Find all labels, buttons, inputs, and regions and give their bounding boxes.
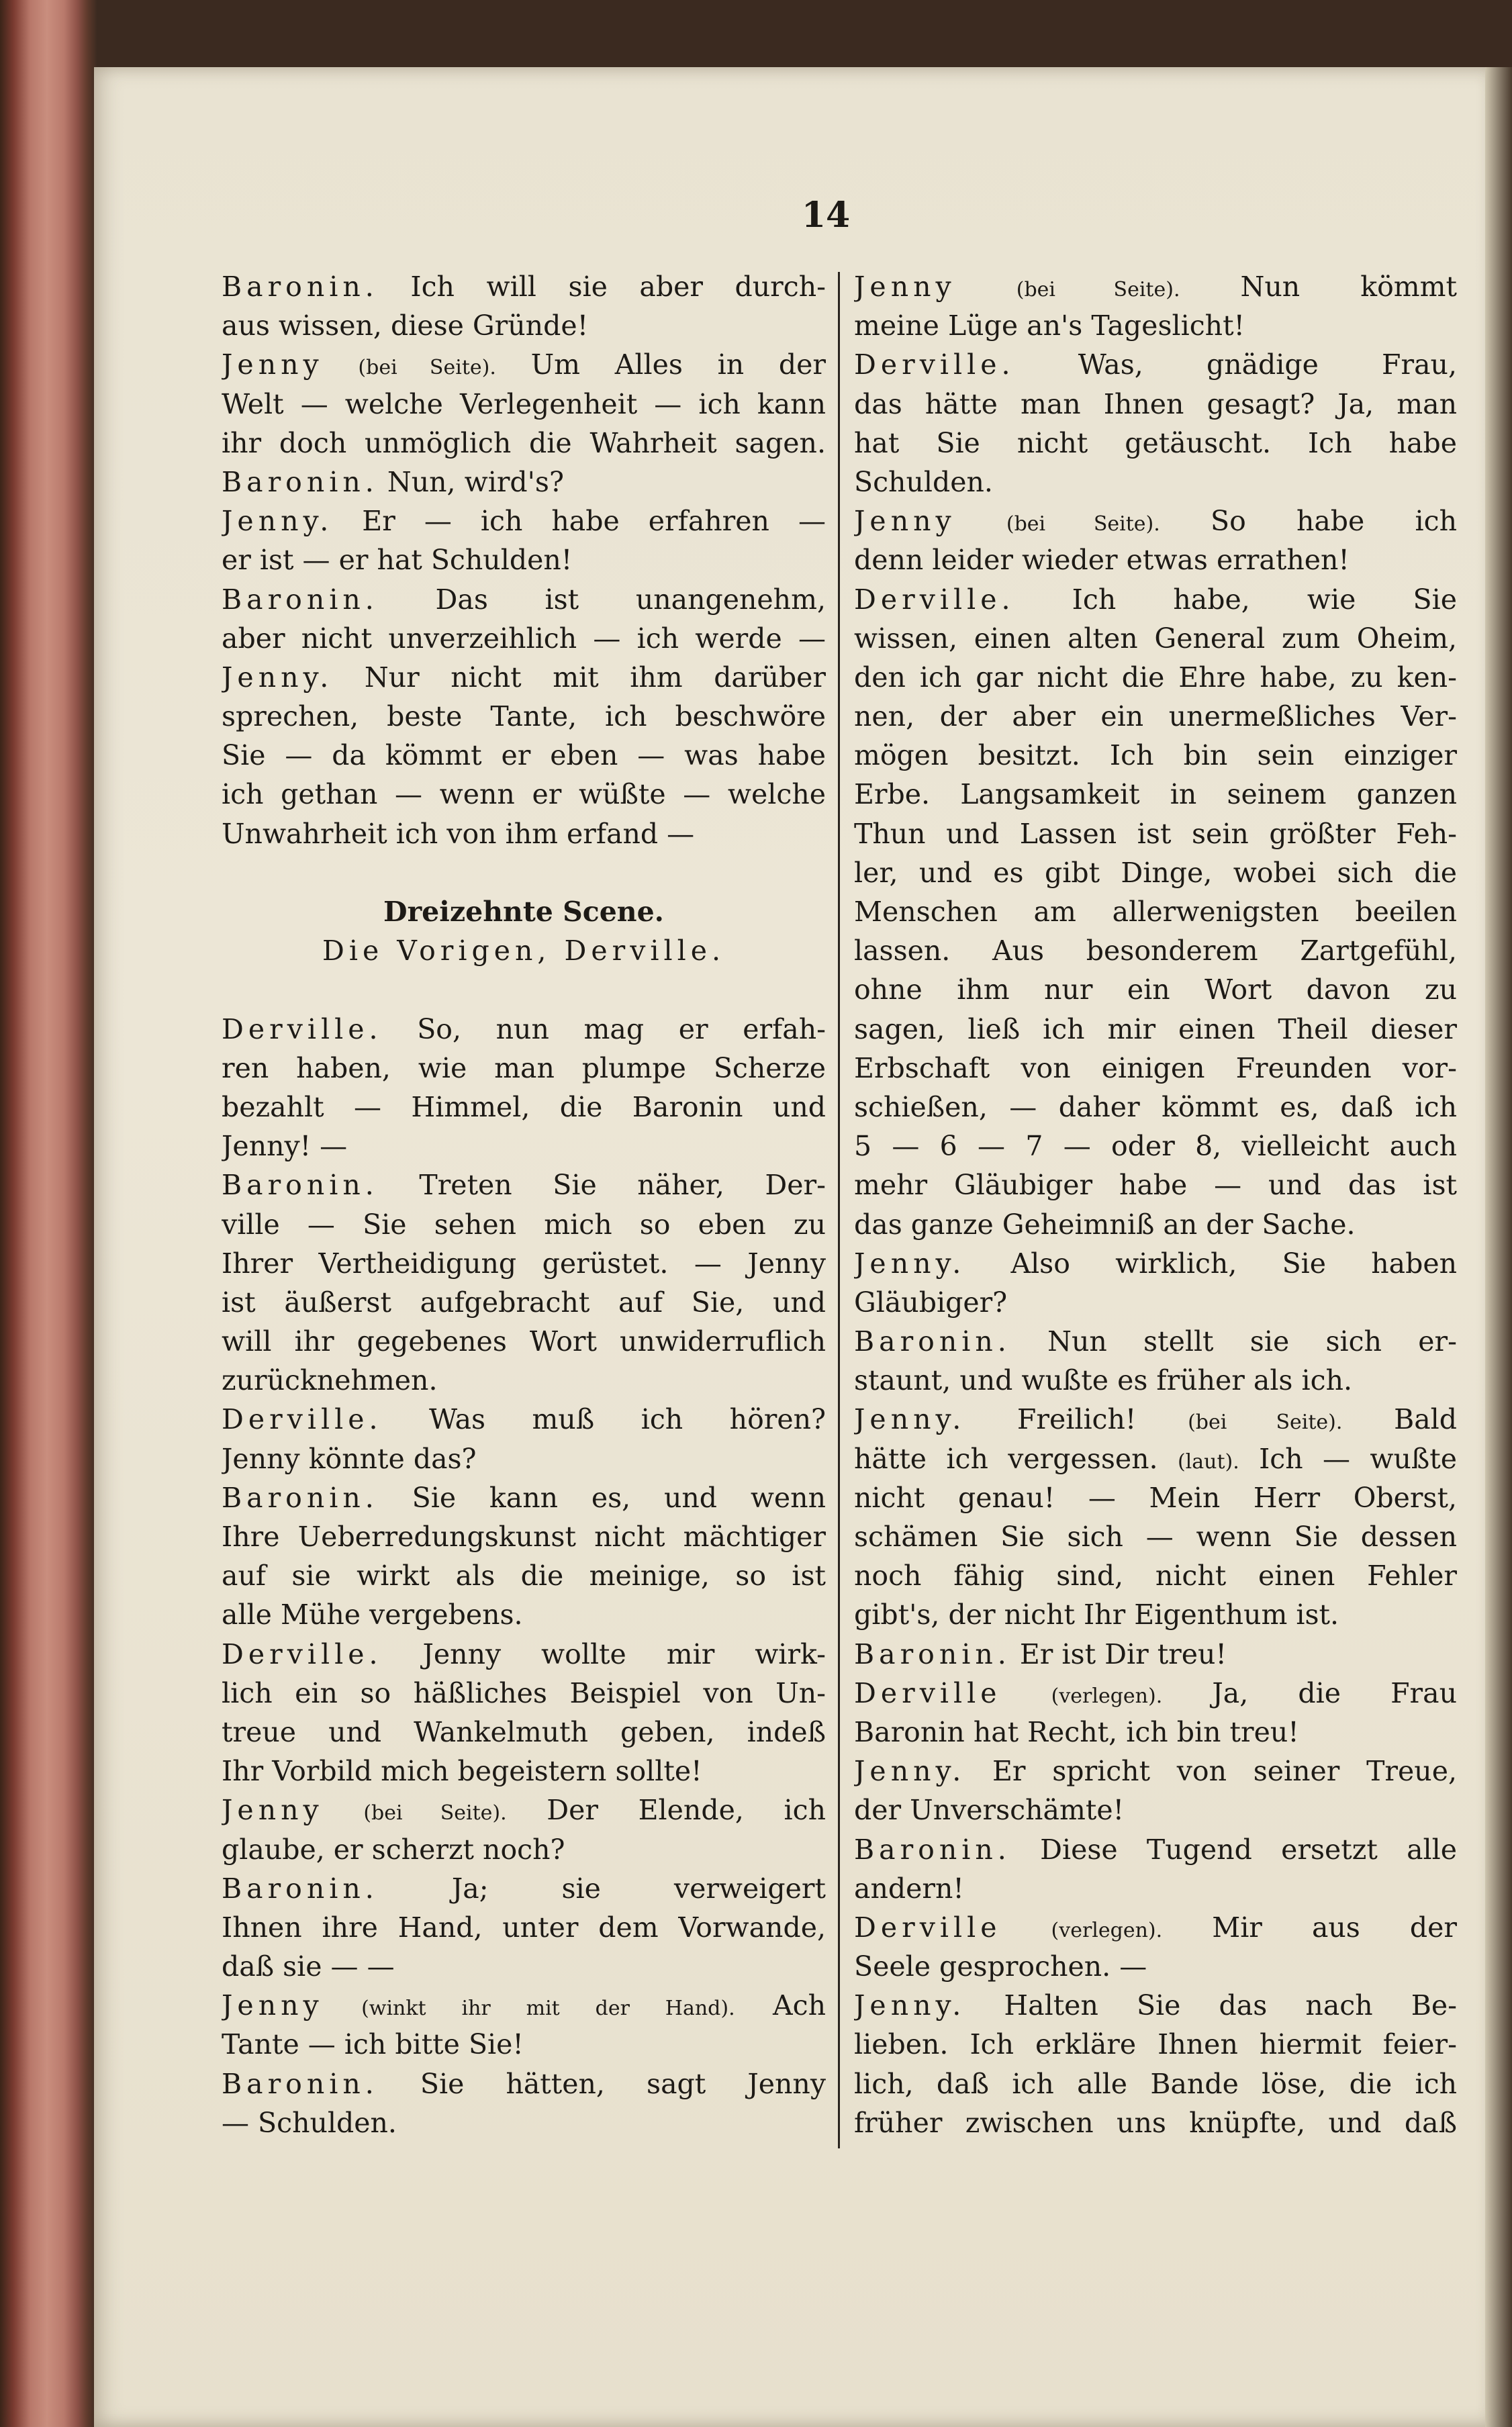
line-text: hätte ich vergessen. bbox=[854, 1442, 1178, 1475]
text-line bbox=[854, 619, 1457, 658]
line-text: — Schulden. bbox=[222, 2106, 397, 2139]
speaker-name: Baronin. bbox=[854, 1325, 1011, 1358]
text-line bbox=[854, 1556, 1457, 1595]
text-line bbox=[854, 1361, 1457, 1400]
line-text: mögen besitzt. Ich bin sein einziger bbox=[854, 739, 1457, 772]
text-line bbox=[222, 1088, 826, 1127]
text-line bbox=[854, 1478, 1457, 1517]
line-text: Schulden. bbox=[854, 465, 993, 498]
line-text: Ich — wußte bbox=[1239, 1442, 1457, 1475]
text-line bbox=[854, 540, 1457, 579]
line-text: Dreizehnte Scene. bbox=[383, 896, 664, 928]
line-text: Welt — welche Verlegenheit — ich kann bbox=[222, 387, 826, 420]
line-text: ich gethan — wenn er wüßte — welche bbox=[222, 778, 826, 811]
text-line bbox=[854, 970, 1457, 1009]
line-text: Er — ich habe erfahren — bbox=[333, 505, 826, 538]
text-line bbox=[854, 814, 1457, 853]
line-text: ren haben, wie man plumpe Scherze bbox=[222, 1051, 826, 1084]
line-text: nen, der aber ein unermeßliches Ver- bbox=[854, 700, 1457, 733]
line-text: ihr doch unmöglich die Wahrheit sagen. bbox=[222, 426, 826, 459]
line-text: Nun, wird's? bbox=[378, 465, 564, 498]
line-text: schießen, — daher kömmt es, daß ich bbox=[854, 1090, 1457, 1123]
text-line bbox=[854, 1947, 1457, 1986]
line-text: Erbe. Langsamkeit in seinem ganzen bbox=[854, 778, 1457, 811]
text-line bbox=[222, 1947, 826, 1986]
text-line bbox=[854, 1830, 1457, 1869]
line-text: Ich habe, wie Sie bbox=[1014, 583, 1457, 616]
line-text: Diese Tugend ersetzt alle bbox=[1010, 1833, 1457, 1866]
line-text: Erbschaft von einigen Freunden vor- bbox=[854, 1051, 1457, 1084]
line-text: denn leider wieder etwas errathen! bbox=[854, 544, 1350, 577]
stage-direction: (bei Seite). bbox=[1006, 512, 1160, 536]
line-text: bezahlt — Himmel, die Baronin und bbox=[222, 1090, 826, 1123]
line-text: Er spricht von seiner Treue, bbox=[965, 1755, 1457, 1788]
line-text: Also wirklich, Sie haben bbox=[965, 1247, 1457, 1280]
line-text: Ihrer Vertheidigung gerüstet. — Jenny bbox=[222, 1247, 826, 1280]
text-line bbox=[222, 931, 826, 970]
speaker-name: Baronin. bbox=[222, 1169, 379, 1202]
speaker-name: Baronin. bbox=[854, 1833, 1011, 1866]
line-text: sprechen, beste Tante, ich beschwöre bbox=[222, 700, 826, 733]
text-line bbox=[222, 1674, 826, 1713]
text-line bbox=[222, 1713, 826, 1752]
line-text: lich ein so häßliches Beispiel von Un- bbox=[222, 1676, 826, 1709]
text-line bbox=[854, 424, 1457, 463]
line-text: Um Alles in der bbox=[495, 348, 826, 381]
text-line bbox=[854, 463, 1457, 502]
line-text: Ja; sie verweigert bbox=[378, 1872, 826, 1905]
text-line bbox=[222, 540, 826, 579]
text-line bbox=[222, 1908, 826, 1947]
text-line bbox=[222, 385, 826, 424]
line-text: Ach bbox=[735, 1989, 826, 2022]
text-line bbox=[222, 619, 826, 658]
line-text: Unwahrheit ich von ihm erfand — bbox=[222, 817, 695, 850]
line-text: Sie kann es, und wenn bbox=[378, 1481, 826, 1514]
text-line bbox=[222, 697, 826, 736]
stage-direction: (bei Seite). bbox=[1188, 1411, 1343, 1435]
text-line bbox=[222, 1595, 826, 1634]
speaker-name: Baronin. bbox=[854, 1637, 1011, 1670]
line-text: Ja, die Frau bbox=[1162, 1676, 1457, 1709]
text-line bbox=[222, 1010, 826, 1049]
line-text: andern! bbox=[854, 1872, 964, 1905]
line-text: Die Vorigen, Derville. bbox=[322, 935, 726, 967]
line-text: Nun stellt sie sich er- bbox=[1010, 1325, 1457, 1358]
text-line bbox=[854, 345, 1457, 384]
text-line bbox=[222, 306, 826, 345]
line-text: Baronin hat Recht, ich bin treu! bbox=[854, 1715, 1299, 1748]
right-column bbox=[854, 267, 1457, 2142]
line-text: So, nun mag er erfah- bbox=[382, 1012, 826, 1045]
text-line bbox=[222, 853, 826, 892]
text-line bbox=[854, 1791, 1457, 1829]
left-column bbox=[222, 267, 826, 2142]
text-line bbox=[222, 1830, 826, 1869]
text-line bbox=[222, 2103, 826, 2142]
line-text: Nun kömmt bbox=[1180, 271, 1457, 303]
line-text: ville — Sie sehen mich so eben zu bbox=[222, 1208, 826, 1241]
speaker-name: Derville. bbox=[222, 1637, 383, 1670]
speaker-name: Derville. bbox=[222, 1403, 383, 1436]
speaker-name: Derville. bbox=[854, 348, 1015, 381]
text-line bbox=[854, 1752, 1457, 1791]
speaker-name: Derville bbox=[854, 1676, 1002, 1709]
line-text: Mir aus der bbox=[1162, 1911, 1457, 1944]
speaker-name: Derville. bbox=[854, 583, 1015, 616]
line-text: ler, und es gibt Dinge, wobei sich die bbox=[854, 856, 1457, 889]
line-text: früher zwischen uns knüpfte, und daß bbox=[854, 2106, 1457, 2139]
line-text: ohne ihm nur ein Wort davon zu bbox=[854, 973, 1457, 1006]
text-line bbox=[854, 502, 1457, 540]
text-line bbox=[222, 345, 826, 384]
text-line bbox=[222, 1556, 826, 1595]
text-line bbox=[854, 1165, 1457, 1204]
text-line bbox=[854, 306, 1457, 345]
text-line bbox=[222, 775, 826, 814]
text-line bbox=[854, 1010, 1457, 1049]
text-line bbox=[854, 1908, 1457, 1947]
text-line bbox=[854, 1635, 1457, 1674]
stage-direction: (bei Seite). bbox=[358, 356, 496, 380]
page-number: 14 bbox=[801, 195, 851, 236]
text-line bbox=[222, 1244, 826, 1283]
line-text: der Unverschämte! bbox=[854, 1794, 1125, 1827]
speaker-name: Jenny. bbox=[854, 1403, 966, 1436]
text-line bbox=[854, 931, 1457, 970]
text-line bbox=[854, 1088, 1457, 1127]
text-line bbox=[222, 580, 826, 619]
text-line bbox=[222, 1869, 826, 1908]
text-line bbox=[854, 658, 1457, 697]
text-line bbox=[222, 1205, 826, 1244]
stage-direction: (bei Seite). bbox=[363, 1801, 507, 1825]
speaker-name: Derville bbox=[854, 1911, 1002, 1944]
line-text: gibt's, der nicht Ihr Eigenthum ist. bbox=[854, 1599, 1339, 1631]
page-edge bbox=[1485, 67, 1512, 2427]
text-line bbox=[854, 1322, 1457, 1361]
speaker-name: Jenny bbox=[222, 348, 324, 381]
speaker-name: Baronin. bbox=[222, 465, 379, 498]
text-line bbox=[854, 1283, 1457, 1322]
speaker-name: Jenny. bbox=[222, 661, 334, 694]
text-line bbox=[222, 1478, 826, 1517]
text-line bbox=[854, 1049, 1457, 1088]
line-text: das hätte man Ihnen gesagt? Ja, man bbox=[854, 387, 1457, 420]
line-text: Jenny könnte das? bbox=[222, 1442, 477, 1475]
line-text: Jenny wollte mir wirk- bbox=[382, 1637, 826, 1670]
text-line bbox=[854, 1517, 1457, 1556]
text-line bbox=[854, 2103, 1457, 2142]
line-text: Ihre Ueberredungskunst nicht mächtiger bbox=[222, 1521, 826, 1553]
line-text: Er ist Dir treu! bbox=[1010, 1637, 1227, 1670]
text-line bbox=[222, 1791, 826, 1829]
text-line bbox=[854, 1713, 1457, 1752]
speaker-name: Baronin. bbox=[222, 1481, 379, 1514]
text-line bbox=[222, 1283, 826, 1322]
line-text: meine Lüge an's Tageslicht! bbox=[854, 310, 1245, 342]
line-text: noch fähig sind, nicht einen Fehler bbox=[854, 1560, 1457, 1592]
line-text: aus wissen, diese Gründe! bbox=[222, 310, 589, 342]
text-line bbox=[854, 2064, 1457, 2103]
stage-direction: (laut). bbox=[1177, 1449, 1239, 1474]
line-text: ist äußerst aufgebracht auf Sie, und bbox=[222, 1286, 826, 1319]
line-text: Halten Sie das nach Be- bbox=[965, 1989, 1457, 2022]
line-text: Sie — da kömmt er eben — was habe bbox=[222, 739, 826, 772]
line-text: lieben. Ich erkläre Ihnen hiermit feier- bbox=[854, 2028, 1457, 2061]
stage-direction: (bei Seite). bbox=[1016, 278, 1180, 301]
speaker-name: Derville. bbox=[222, 1012, 383, 1045]
text-line bbox=[222, 814, 826, 853]
text-line bbox=[854, 892, 1457, 931]
text-line bbox=[222, 424, 826, 463]
line-text: Thun und Lassen ist sein größter Feh- bbox=[854, 817, 1457, 850]
line-text: das ganze Geheimniß an der Sache. bbox=[854, 1208, 1356, 1241]
text-line bbox=[222, 1322, 826, 1361]
text-line bbox=[854, 1674, 1457, 1713]
text-line bbox=[222, 1635, 826, 1674]
line-text: lich, daß ich alle Bande löse, die ich bbox=[854, 2067, 1457, 2100]
text-line bbox=[222, 736, 826, 775]
column-divider bbox=[838, 272, 840, 2148]
text-line bbox=[854, 775, 1457, 814]
text-line bbox=[854, 580, 1457, 619]
text-line bbox=[222, 1165, 826, 1204]
line-text: Nur nicht mit ihm darüber bbox=[333, 661, 826, 694]
speaker-name: Jenny bbox=[222, 1989, 324, 2022]
text-line bbox=[854, 1400, 1457, 1439]
text-line bbox=[222, 658, 826, 697]
stage-direction: (verlegen). bbox=[1051, 1684, 1163, 1708]
text-line bbox=[222, 1517, 826, 1556]
text-line bbox=[854, 2025, 1457, 2064]
line-text: Freilich! bbox=[965, 1403, 1188, 1436]
stage-direction: (winkt ihr mit der Hand). bbox=[361, 1997, 735, 2021]
text-line bbox=[222, 2064, 826, 2103]
line-text: nicht genau! — Mein Herr Oberst, bbox=[854, 1481, 1457, 1514]
speaker-name: Jenny. bbox=[854, 1247, 966, 1280]
text-line bbox=[854, 1595, 1457, 1634]
line-text: Jenny! — bbox=[222, 1130, 348, 1163]
line-text: Sie hätten, sagt Jenny bbox=[378, 2067, 826, 2100]
text-line bbox=[854, 853, 1457, 892]
line-text: treue und Wankelmuth geben, indeß bbox=[222, 1715, 826, 1748]
line-text: glaube, er scherzt noch? bbox=[222, 1833, 565, 1866]
text-line bbox=[854, 736, 1457, 775]
line-text: alle Mühe vergebens. bbox=[222, 1599, 523, 1631]
line-text: Seele gesprochen. — bbox=[854, 1950, 1147, 1983]
speaker-name: Jenny. bbox=[854, 1989, 966, 2022]
text-line bbox=[854, 1127, 1457, 1165]
line-text: lassen. Aus besonderem Zartgefühl, bbox=[854, 935, 1457, 967]
line-text: wissen, einen alten General zum Oheim, bbox=[854, 622, 1457, 655]
line-text: Was, gnädige Frau, bbox=[1014, 348, 1457, 381]
text-line bbox=[854, 1869, 1457, 1908]
line-text: Ihnen ihre Hand, unter dem Vorwande, bbox=[222, 1911, 826, 1944]
text-line bbox=[222, 1752, 826, 1791]
text-line bbox=[854, 1205, 1457, 1244]
text-line bbox=[854, 1244, 1457, 1283]
text-line bbox=[222, 1986, 826, 2025]
line-text: Ihr Vorbild mich begeistern sollte! bbox=[222, 1755, 702, 1788]
line-text: Menschen am allerwenigsten beeilen bbox=[854, 896, 1457, 928]
speaker-name: Jenny. bbox=[222, 505, 334, 538]
speaker-name: Jenny bbox=[854, 505, 956, 538]
line-text: Gläubiger? bbox=[854, 1286, 1008, 1319]
line-text: den ich gar nicht die Ehre habe, zu ken- bbox=[854, 661, 1457, 694]
line-text: auf sie wirkt als die meinige, so ist bbox=[222, 1560, 826, 1592]
line-text: daß sie — — bbox=[222, 1950, 395, 1983]
speaker-name: Baronin. bbox=[222, 271, 379, 303]
text-line bbox=[854, 1439, 1457, 1478]
text-line bbox=[222, 463, 826, 502]
line-text: staunt, und wußte es früher als ich. bbox=[854, 1364, 1353, 1397]
text-line bbox=[222, 1049, 826, 1088]
text-line bbox=[222, 1439, 826, 1478]
speaker-name: Jenny. bbox=[854, 1755, 966, 1788]
speaker-name: Jenny bbox=[854, 271, 956, 303]
stage-direction: (verlegen). bbox=[1051, 1918, 1163, 1942]
text-line bbox=[222, 1361, 826, 1400]
text-line bbox=[222, 1400, 826, 1439]
line-text: zurücknehmen. bbox=[222, 1364, 438, 1397]
line-text: mehr Gläubiger habe — und das ist bbox=[854, 1169, 1457, 1202]
line-text: 5 — 6 — 7 — oder 8, vielleicht auch bbox=[854, 1130, 1457, 1163]
text-line bbox=[222, 892, 826, 931]
speaker-name: Baronin. bbox=[222, 2067, 379, 2100]
speaker-name: Jenny bbox=[222, 1794, 324, 1827]
line-text: Ich will sie aber durch- bbox=[378, 271, 826, 303]
line-text: Was muß ich hören? bbox=[382, 1403, 826, 1436]
text-line bbox=[222, 267, 826, 306]
line-text: sagen, ließ ich mir einen Theil dieser bbox=[854, 1012, 1457, 1045]
line-text: So habe ich bbox=[1160, 505, 1457, 538]
text-line bbox=[222, 502, 826, 540]
text-line bbox=[854, 1986, 1457, 2025]
line-text: hat Sie nicht getäuscht. Ich habe bbox=[854, 426, 1457, 459]
text-line bbox=[854, 267, 1457, 306]
line-text: will ihr gegebenes Wort unwiderruflich bbox=[222, 1325, 826, 1358]
line-text: Der Elende, ich bbox=[506, 1794, 826, 1827]
text-line bbox=[854, 697, 1457, 736]
text-line bbox=[222, 970, 826, 1009]
line-text: aber nicht unverzeihlich — ich werde — bbox=[222, 622, 826, 655]
line-text: Das ist unangenehm, bbox=[378, 583, 826, 616]
line-text: er ist — er hat Schulden! bbox=[222, 544, 573, 577]
line-text: Treten Sie näher, Der- bbox=[378, 1169, 826, 1202]
line-text: Tante — ich bitte Sie! bbox=[222, 2028, 524, 2061]
speaker-name: Baronin. bbox=[222, 1872, 379, 1905]
text-line bbox=[222, 1127, 826, 1165]
line-text: schämen Sie sich — wenn Sie dessen bbox=[854, 1521, 1457, 1553]
line-text: Bald bbox=[1342, 1403, 1457, 1436]
text-line bbox=[222, 2025, 826, 2064]
speaker-name: Baronin. bbox=[222, 583, 379, 616]
text-line bbox=[854, 385, 1457, 424]
